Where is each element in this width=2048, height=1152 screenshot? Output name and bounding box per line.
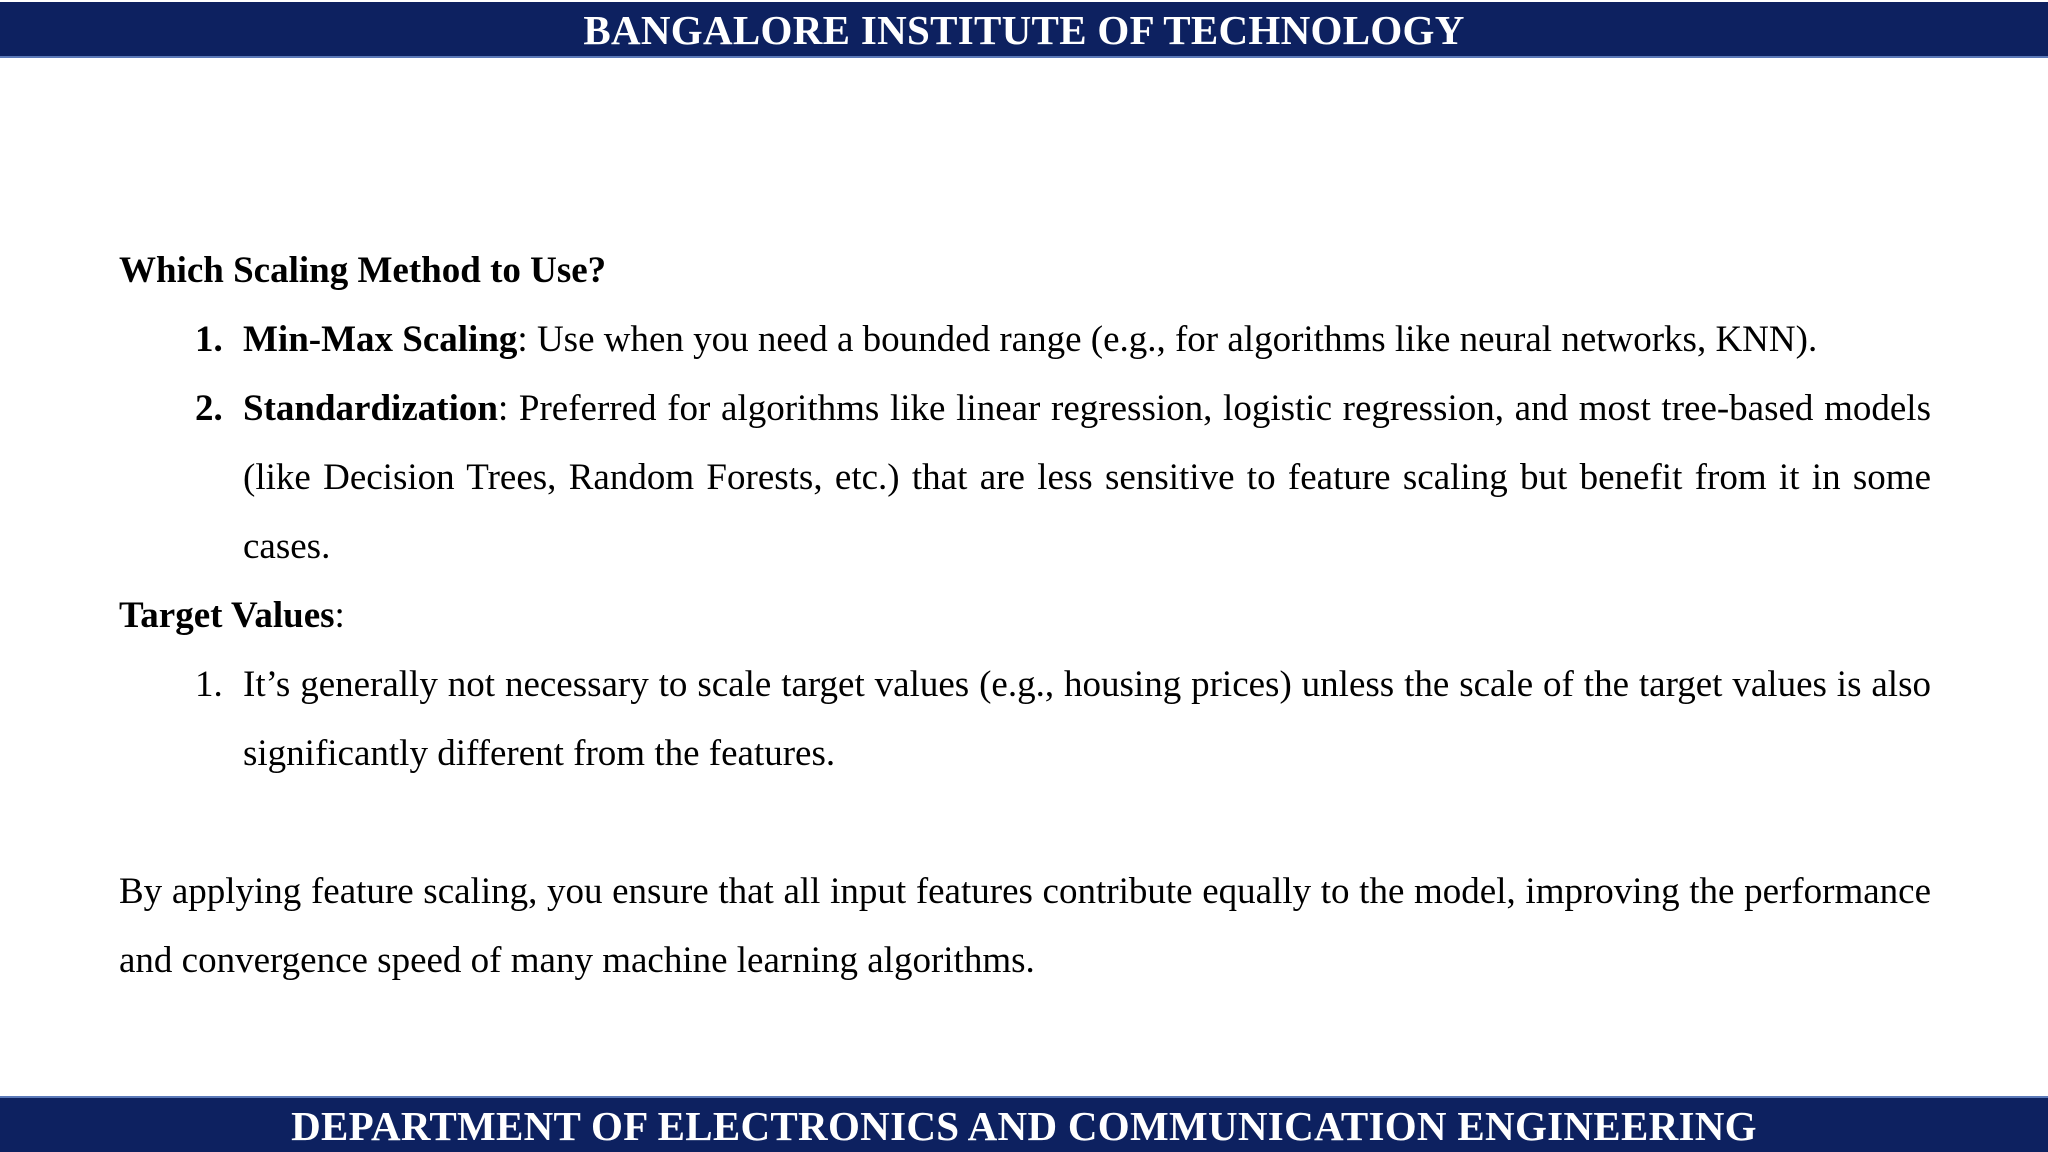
list-item-text: : Use when you need a bounded range (e.g., for algorithms like neural networks, KNN). [517,319,1818,360]
list-item-standardization [195,374,1931,581]
list-item-term: Standardization [243,388,498,429]
list-item-text: : Preferred for algorithms like linear regression, logistic regression, and most tree-based models (like Decision Trees, Random Forests, etc.) that are less sensitive to feature scaling but benefit from it in some cases. [243,388,1931,567]
list-item-text: It’s generally not necessary to scale target values (e.g., housing prices) unless the scale of the target values is also significantly different from the features. [243,664,1931,774]
scaling-methods-list [119,305,1931,581]
footer-title: DEPARTMENT OF ELECTRONICS AND COMMUNICATION ENGINEERING [291,1103,1757,1149]
list-number: 1. [195,664,223,705]
list-item-min-max [195,305,1931,374]
section-heading-scaling-method [119,236,1931,305]
footer-banner [0,1096,2048,1152]
section-heading-target-values [119,581,1931,650]
list-item-target-scaling [195,650,1931,788]
section-heading-text: Target Values [119,595,335,636]
target-values-list [119,650,1931,788]
list-number: 2. [195,388,223,429]
list-item-term: Min-Max Scaling [243,319,518,360]
closing-paragraph: By applying feature scaling, you ensure that all input features contribute equally to the model, improving the performance and convergence speed of many machine learning algorithms. [119,871,1931,981]
list-number: 1. [195,319,223,360]
spacer [119,788,1931,857]
section-heading-text: Which Scaling Method to Use? [119,250,607,291]
slide-content [119,236,1931,995]
header-banner [0,2,2048,58]
header-title: BANGALORE INSTITUTE OF TECHNOLOGY [583,7,1465,53]
section-heading-suffix: : [334,595,345,636]
